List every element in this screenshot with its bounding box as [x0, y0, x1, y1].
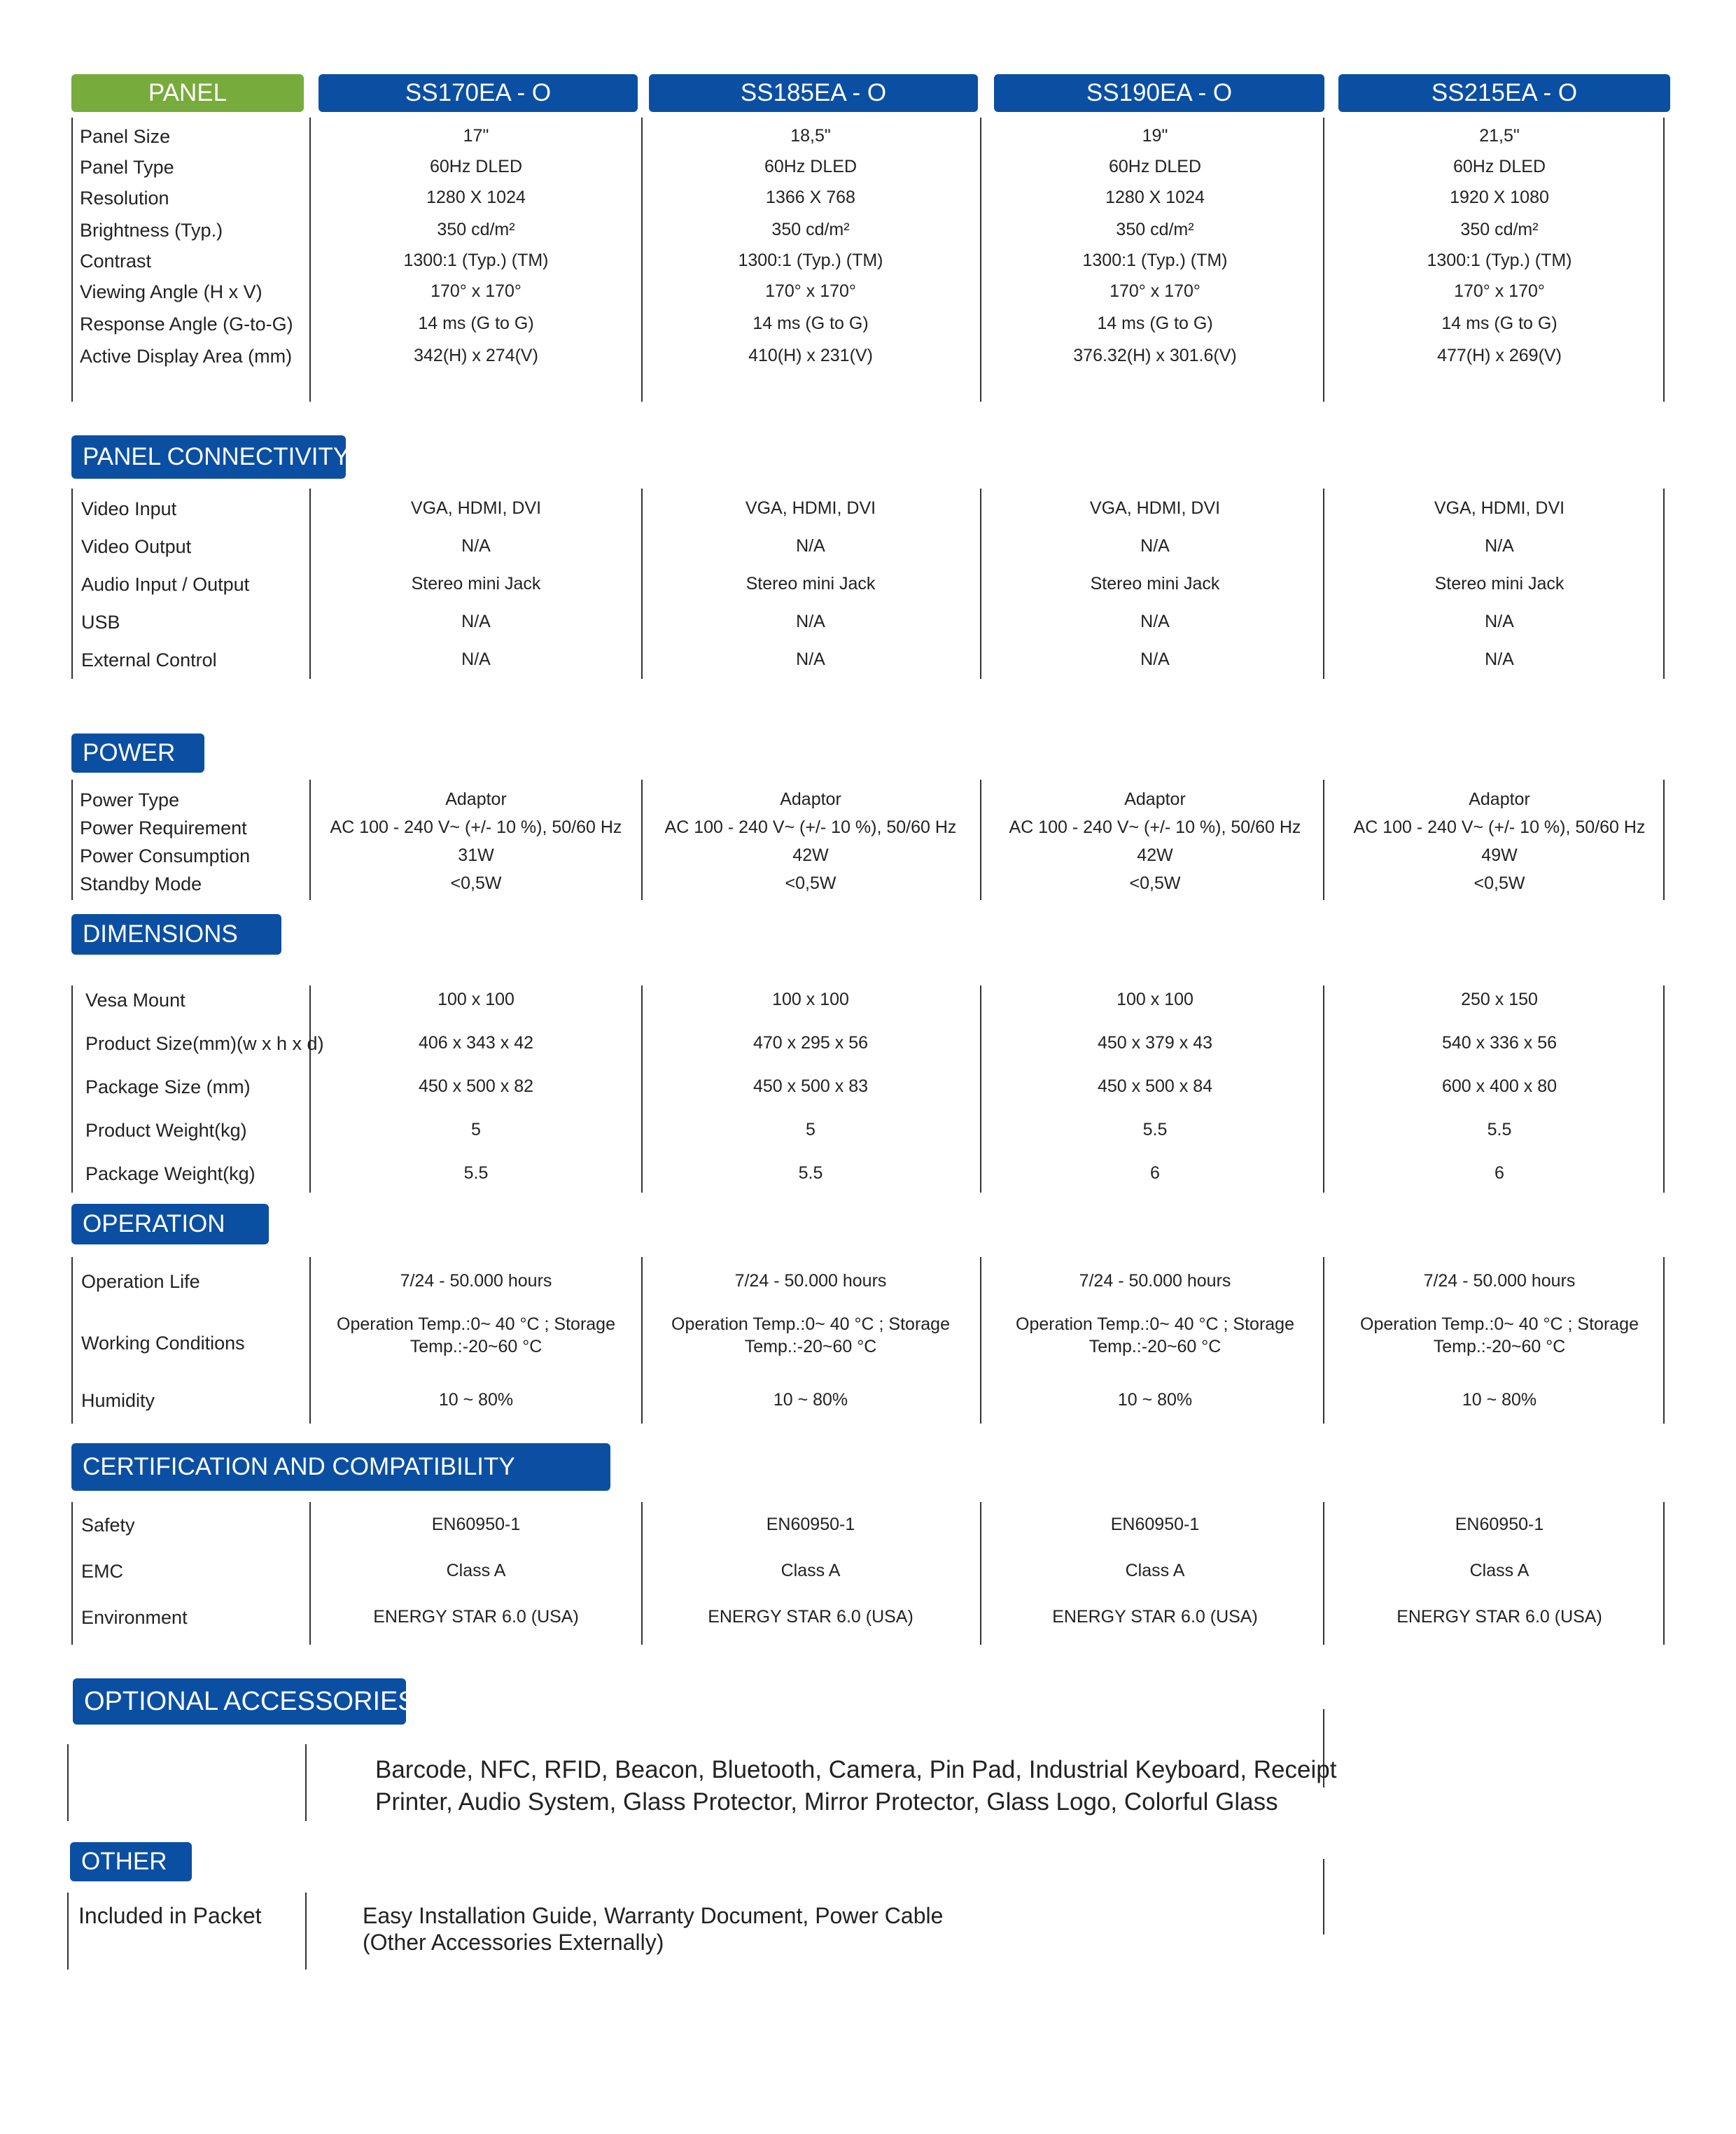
dimensions-row-label: Vesa Mount	[85, 990, 186, 1011]
panel-row-value: 1300:1 (Typ.) (TM)	[1082, 251, 1228, 270]
certification-column-line	[71, 1502, 73, 1645]
panel-row-value: 1280 X 1024	[426, 188, 526, 207]
panel-row-value: 342(H) x 274(V)	[414, 346, 538, 365]
connectivity-row-value: N/A	[796, 536, 825, 556]
section-power: POWER	[71, 733, 204, 773]
section-other: OTHER	[70, 1842, 192, 1881]
connectivity-row-value: N/A	[1140, 612, 1170, 631]
connectivity-row-value: N/A	[1485, 650, 1514, 669]
dimensions-row-value: 5.5	[1142, 1120, 1168, 1139]
certification-row-value: Class A	[446, 1561, 506, 1580]
panel-row-value: 1300:1 (Typ.) (TM)	[738, 251, 883, 270]
power-column-line	[1663, 780, 1665, 900]
panel-row-value: 19"	[1142, 126, 1168, 146]
panel-row-value: 14 ms (G to G)	[1097, 314, 1213, 333]
panel-row-value: 21,5"	[1479, 126, 1520, 146]
connectivity-row-value: N/A	[796, 612, 825, 631]
connectivity-column-line	[1323, 489, 1324, 679]
operation-row-value: 7/24 - 50.000 hours	[1079, 1271, 1231, 1291]
connectivity-row-value: N/A	[1140, 536, 1170, 556]
accessories-left-border	[67, 1744, 69, 1821]
panel-row-value: 1300:1 (Typ.) (TM)	[1427, 251, 1572, 270]
connectivity-row-value: Stereo mini Jack	[411, 574, 541, 594]
power-row-value: Adaptor	[1124, 789, 1186, 809]
panel-row-value: 60Hz DLED	[1453, 157, 1546, 176]
panel-column-line	[1663, 118, 1665, 402]
accessories-divider	[305, 1744, 307, 1821]
operation-column-line	[71, 1257, 73, 1424]
dimensions-row-value: 470 x 295 x 56	[752, 1033, 869, 1053]
connectivity-column-line	[980, 489, 981, 679]
panel-row-value: 17"	[463, 126, 489, 146]
certification-row-value: Class A	[1125, 1561, 1185, 1580]
power-row-value: 42W	[1137, 845, 1173, 865]
dimensions-row-value: 6	[1494, 1163, 1504, 1183]
certification-row-label: Environment	[81, 1607, 188, 1628]
panel-column-line	[1323, 118, 1324, 402]
panel-row-label: Resolution	[80, 188, 169, 209]
operation-row-value: 10 ~ 80%	[438, 1390, 514, 1410]
panel-row-value: 350 cd/m²	[771, 220, 850, 239]
power-row-value: <0,5W	[785, 873, 836, 893]
certification-row-value: ENERGY STAR 6.0 (USA)	[1052, 1607, 1258, 1627]
operation-row-label: Humidity	[81, 1390, 155, 1411]
power-row-value: <0,5W	[1129, 873, 1181, 893]
power-column-line	[1323, 780, 1324, 900]
operation-row-value: 10 ~ 80%	[1117, 1390, 1193, 1410]
panel-row-value: 350 cd/m²	[1460, 220, 1539, 239]
power-row-value: <0,5W	[450, 873, 502, 893]
connectivity-row-value: N/A	[461, 536, 491, 556]
dimensions-row-label: Package Weight(kg)	[85, 1163, 255, 1184]
operation-column-line	[309, 1257, 311, 1424]
dimensions-row-value: 100 x 100	[438, 990, 514, 1009]
connectivity-row-label: Video Output	[81, 536, 192, 557]
dimensions-row-label: Package Size (mm)	[85, 1076, 251, 1097]
panel-row-value: 410(H) x 231(V)	[748, 346, 873, 365]
panel-row-value: 1280 X 1024	[1105, 188, 1205, 207]
operation-row-value: Operation Temp.:0~ 40 °C ; Storage Temp.:-20~60 °C	[671, 1314, 950, 1356]
dimensions-row-value: 5	[471, 1120, 481, 1139]
section-operation: OPERATION	[71, 1204, 269, 1244]
certification-column-line	[1323, 1502, 1324, 1645]
connectivity-row-value: Stereo mini Jack	[1090, 574, 1220, 594]
panel-column-line	[309, 118, 311, 402]
certification-column-line	[980, 1502, 981, 1645]
operation-row-value: Operation Temp.:0~ 40 °C ; Storage Temp.:-20~60 °C	[337, 1314, 615, 1356]
panel-row-value: 14 ms (G to G)	[418, 314, 534, 333]
connectivity-row-label: Audio Input / Output	[81, 574, 250, 595]
panel-row-value: 170° x 170°	[1454, 281, 1545, 301]
other-label: Included in Packet	[78, 1903, 262, 1928]
connectivity-row-value: N/A	[1140, 650, 1170, 669]
operation-column-line	[1663, 1257, 1665, 1424]
connectivity-row-value: N/A	[461, 612, 491, 631]
connectivity-row-value: Stereo mini Jack	[746, 574, 876, 594]
certification-row-label: EMC	[81, 1561, 123, 1582]
power-row-label: Standby Mode	[80, 873, 202, 894]
connectivity-row-value: N/A	[1485, 612, 1514, 631]
panel-row-value: 170° x 170°	[765, 281, 856, 301]
certification-column-line	[309, 1502, 311, 1645]
connectivity-row-value: VGA, HDMI, DVI	[1089, 498, 1221, 518]
other-left-border	[67, 1893, 69, 1970]
dimensions-row-value: 600 x 400 x 80	[1441, 1076, 1558, 1096]
power-column-line	[980, 780, 981, 900]
panel-row-value: 1366 X 768	[766, 188, 855, 207]
connectivity-row-value: N/A	[796, 650, 825, 669]
dimensions-row-value: 540 x 336 x 56	[1441, 1033, 1558, 1053]
power-row-label: Power Type	[80, 789, 180, 810]
panel-row-label: Panel Type	[80, 157, 174, 178]
model-header-ss190ea: SS190EA - O	[994, 74, 1324, 112]
operation-row-label: Operation Life	[81, 1271, 200, 1292]
connectivity-row-value: VGA, HDMI, DVI	[410, 498, 542, 518]
panel-column-line	[641, 118, 643, 402]
certification-row-value: ENERGY STAR 6.0 (USA)	[373, 1607, 579, 1627]
panel-row-value: 60Hz DLED	[430, 157, 522, 176]
panel-row-label: Active Display Area (mm)	[80, 346, 293, 367]
operation-row-value: 7/24 - 50.000 hours	[734, 1271, 887, 1291]
dimensions-row-label: Product Weight(kg)	[85, 1120, 247, 1141]
power-row-value: Adaptor	[445, 789, 507, 809]
operation-row-value: 7/24 - 50.000 hours	[1423, 1271, 1576, 1291]
connectivity-row-value: Stereo mini Jack	[1434, 574, 1564, 594]
panel-row-value: 1300:1 (Typ.) (TM)	[403, 251, 549, 270]
dimensions-column-line	[641, 985, 643, 1193]
dimensions-column-line	[980, 985, 981, 1193]
power-column-line	[641, 780, 643, 900]
power-column-line	[71, 780, 73, 900]
panel-row-value: 477(H) x 269(V)	[1437, 346, 1562, 365]
section-optional-accessories: OPTIONAL ACCESSORIES	[73, 1678, 406, 1725]
dimensions-row-value: 406 x 343 x 42	[418, 1033, 534, 1053]
connectivity-row-value: N/A	[461, 650, 491, 669]
dimensions-row-value: 450 x 379 x 43	[1097, 1033, 1213, 1053]
panel-row-value: 350 cd/m²	[1116, 220, 1194, 239]
operation-row-value: Operation Temp.:0~ 40 °C ; Storage Temp.:-20~60 °C	[1360, 1314, 1639, 1356]
panel-row-label: Contrast	[80, 251, 152, 272]
dimensions-column-line	[71, 985, 73, 1193]
operation-column-line	[980, 1257, 981, 1424]
dimensions-column-line	[1663, 985, 1665, 1193]
power-row-value: AC 100 - 240 V~ (+/- 10 %), 50/60 Hz	[330, 817, 622, 837]
certification-row-value: ENERGY STAR 6.0 (USA)	[708, 1607, 913, 1627]
panel-column-line	[980, 118, 981, 402]
other-line-2: (Other Accessories Externally)	[363, 1930, 664, 1955]
dimensions-column-line	[1323, 985, 1324, 1193]
connectivity-row-value: VGA, HDMI, DVI	[745, 498, 876, 518]
dimensions-column-line	[309, 985, 311, 1193]
connectivity-row-value: VGA, HDMI, DVI	[1434, 498, 1565, 518]
panel-row-value: 60Hz DLED	[764, 157, 857, 176]
operation-column-line	[1323, 1257, 1324, 1424]
accessories-line-2: Printer, Audio System, Glass Protector, Mirror Protector, Glass Logo, Colorful Glass	[375, 1788, 1278, 1816]
dimensions-row-value: 100 x 100	[772, 990, 849, 1009]
panel-row-label: Viewing Angle (H x V)	[80, 281, 262, 302]
certification-row-value: EN60950-1	[766, 1515, 855, 1534]
dimensions-row-value: 5	[806, 1120, 816, 1139]
model-header-ss170ea: SS170EA - O	[318, 74, 638, 112]
dimensions-row-value: 5.5	[798, 1163, 823, 1183]
other-line-1: Easy Installation Guide, Warranty Document, Power Cable	[363, 1903, 944, 1928]
operation-row-value: 10 ~ 80%	[1462, 1390, 1537, 1410]
panel-row-value: 1920 X 1080	[1450, 188, 1549, 207]
certification-column-line	[641, 1502, 643, 1645]
section-dimensions: DIMENSIONS	[71, 914, 281, 955]
dimensions-row-value: 450 x 500 x 82	[418, 1076, 534, 1096]
certification-row-value: EN60950-1	[1110, 1515, 1200, 1534]
panel-row-value: 170° x 170°	[430, 281, 522, 301]
model-header-ss185ea: SS185EA - O	[649, 74, 978, 112]
power-row-value: <0,5W	[1474, 873, 1525, 893]
power-row-value: Adaptor	[1469, 789, 1530, 809]
panel-column-line	[71, 118, 73, 402]
panel-row-value: 14 ms (G to G)	[752, 314, 869, 333]
other-divider	[305, 1893, 307, 1970]
panel-row-value: 170° x 170°	[1110, 281, 1200, 301]
certification-column-line	[1663, 1502, 1665, 1645]
connectivity-row-label: External Control	[81, 650, 217, 671]
panel-row-value: 376.32(H) x 301.6(V)	[1073, 346, 1237, 365]
power-row-value: 31W	[458, 845, 494, 865]
connectivity-column-line	[641, 489, 643, 679]
certification-row-value: ENERGY STAR 6.0 (USA)	[1396, 1607, 1602, 1627]
dimensions-row-value: 100 x 100	[1116, 990, 1194, 1009]
power-row-label: Power Requirement	[80, 817, 247, 838]
certification-row-value: Class A	[1469, 1561, 1530, 1580]
dimensions-row-value: 450 x 500 x 83	[752, 1076, 869, 1096]
dimensions-row-value: 6	[1150, 1163, 1160, 1183]
connectivity-row-label: USB	[81, 612, 120, 633]
power-row-value: AC 100 - 240 V~ (+/- 10 %), 50/60 Hz	[1009, 817, 1301, 837]
connectivity-row-value: N/A	[1485, 536, 1514, 556]
certification-row-value: Class A	[780, 1561, 841, 1580]
dimensions-row-value: 250 x 150	[1461, 990, 1538, 1009]
certification-row-label: Safety	[81, 1515, 135, 1536]
dimensions-row-label: Product Size(mm)(w x h x d)	[85, 1033, 324, 1054]
operation-row-label: Working Conditions	[81, 1333, 245, 1354]
power-row-label: Power Consumption	[80, 845, 251, 866]
other-right-border	[1323, 1859, 1324, 1935]
model-header-ss215ea: SS215EA - O	[1338, 74, 1670, 112]
panel-row-label: Panel Size	[80, 126, 171, 147]
panel-row-value: 14 ms (G to G)	[1441, 314, 1558, 333]
connectivity-column-line	[71, 489, 73, 679]
certification-row-value: EN60950-1	[1455, 1515, 1544, 1534]
power-row-value: 42W	[792, 845, 829, 865]
accessories-line-1: Barcode, NFC, RFID, Beacon, Bluetooth, Camera, Pin Pad, Industrial Keyboard, Receipt	[375, 1756, 1337, 1783]
dimensions-row-value: 5.5	[1487, 1120, 1512, 1139]
operation-row-value: Operation Temp.:0~ 40 °C ; Storage Temp.:-20~60 °C	[1016, 1314, 1294, 1356]
power-row-value: AC 100 - 240 V~ (+/- 10 %), 50/60 Hz	[1353, 817, 1646, 837]
panel-row-label: Brightness (Typ.)	[80, 220, 223, 241]
certification-row-value: EN60950-1	[431, 1515, 521, 1534]
power-row-value: Adaptor	[780, 789, 841, 809]
panel-row-label: Response Angle (G-to-G)	[80, 314, 293, 335]
dimensions-row-value: 5.5	[463, 1163, 489, 1183]
panel-row-value: 60Hz DLED	[1109, 157, 1201, 176]
operation-column-line	[641, 1257, 643, 1424]
operation-row-value: 7/24 - 50.000 hours	[400, 1271, 552, 1291]
power-column-line	[309, 780, 311, 900]
section-certification: CERTIFICATION AND COMPATIBILITY	[71, 1443, 610, 1491]
operation-row-value: 10 ~ 80%	[773, 1390, 848, 1410]
panel-header: PANEL	[71, 74, 304, 112]
dimensions-row-value: 450 x 500 x 84	[1097, 1076, 1213, 1096]
power-row-value: 49W	[1481, 845, 1518, 865]
connectivity-column-line	[1663, 489, 1665, 679]
panel-row-value: 350 cd/m²	[437, 220, 515, 239]
section-panel-connectivity: PANEL CONNECTIVITY	[71, 435, 346, 479]
power-row-value: AC 100 - 240 V~ (+/- 10 %), 50/60 Hz	[664, 817, 957, 837]
connectivity-column-line	[309, 489, 311, 679]
panel-row-value: 18,5"	[790, 126, 831, 146]
connectivity-row-label: Video Input	[81, 498, 177, 519]
